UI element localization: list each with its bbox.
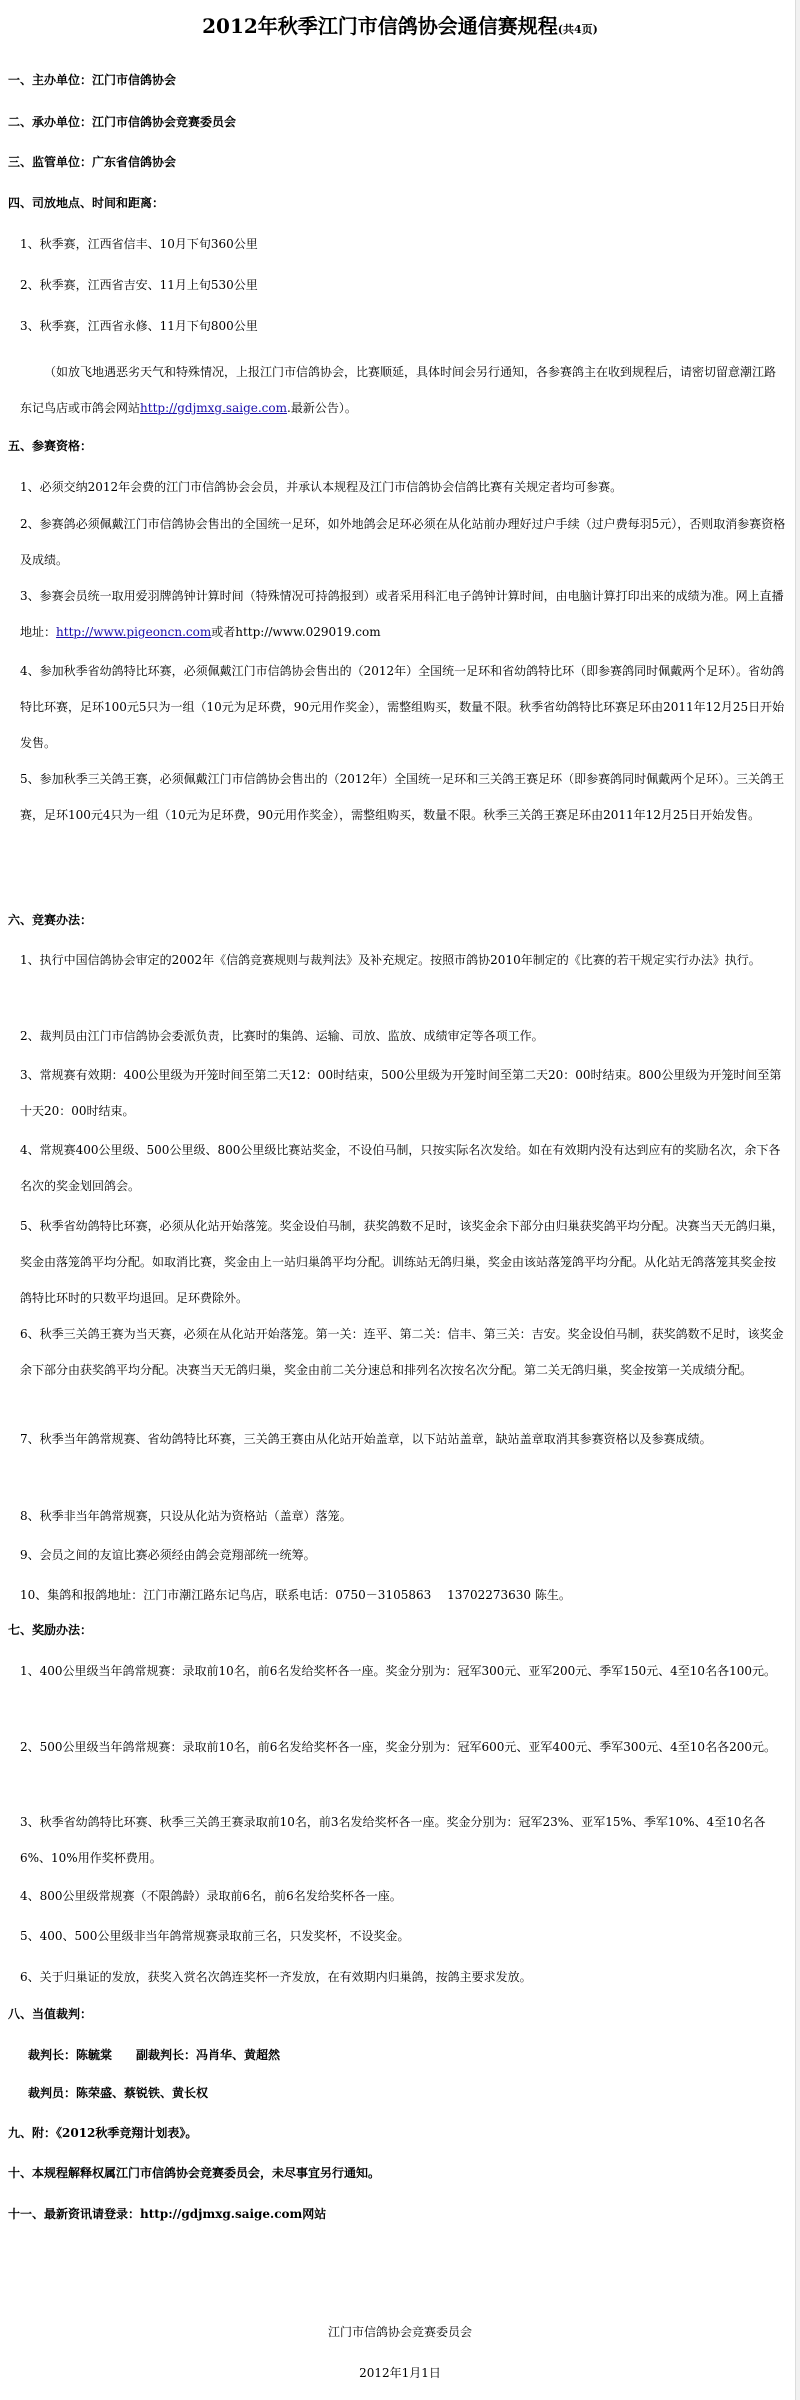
section-referees-heading: 八、当值裁判： [8,2007,93,2021]
rules-item: 7、秋季当年鸽常规赛、省幼鸽特比环赛，三关鸽王赛由从化站开始盖章，以下站站盖章，缺站盖章取消其参赛资格以及参赛成绩。 [20,1432,712,1446]
release-note-tail: .最新公告）。 [287,401,357,415]
awards-item: 3、秋季省幼鸽特比环赛、秋季三关鸽王赛录取前10名，前3名发给奖杯各一座。奖金分别为：冠军23%、亚军15%、季军10%、4至10名各6%、10%用作奖杯费用。 [20,1815,766,1865]
awards-item: 2、500公里级当年鸽常规赛：录取前10名，前6名发给奖杯各一座，奖金分别为：冠军600元、亚军400元、季军300元、4至10名各200元。 [20,1740,776,1754]
rules-item: 5、秋季省幼鸽特比环赛，必须从化站开始落笼。奖金设伯马制，获奖鸽数不足时，该奖金余下部分由归巢获奖鸽平均分配。决赛当天无鸽归巢，奖金由落笼鸽平均分配。如取消比赛，奖金由上一站归巢鸽平均分配。训练站无鸽归巢，奖金由该站落笼鸽平均分配。从化站无鸽落笼其奖金按鸽特比环时的只数平均退回。足环费除外。 [20,1219,784,1305]
eligibility-item: 4、参加秋季省幼鸽特比环赛，必须佩戴江门市信鸽协会售出的（2012年）全国统一足环和省幼鸽特比环（即参赛鸽同时佩戴两个足环）。省幼鸽特比环赛，足环100元5只为一组（10元为足环费，90元用作奖金），需整组购买，数量不限。秋季省幼鸽特比环赛足环由2011年12月25日开始发售。 [20,664,785,750]
eligibility-item-tail: 或者http://www.029019.com [211,625,381,639]
referees: 裁判员：陈荣盛、蔡锐铁、黄长权 [28,2086,209,2100]
title-main: 2012年秋季江门市信鸽协会通信赛规程 [202,14,558,38]
release-item: 3、秋季赛，江西省永修、11月下旬800公里 [20,319,258,333]
section-organizer: 一、主办单位：江门市信鸽协会 [8,73,177,87]
section-awards-heading: 七、奖励办法： [8,1623,93,1637]
section-appendix: 九、附：《2012秋季竞翔计划表》。 [8,2126,198,2140]
rules-item: 4、常规赛400公里级、500公里级、800公里级比赛站奖金，不设伯马制，只按实际名次发给。如在有效期内没有达到应有的奖励名次，余下各名次的奖金划回鸽会。 [20,1143,781,1193]
awards-item: 6、关于归巢证的发放，获奖入赏名次鸽连奖杯一齐发放，在有效期内归巢鸽，按鸽主要求发放。 [20,1970,532,1984]
section-supervisor: 三、监管单位：广东省信鸽协会 [8,155,177,169]
eligibility-item [20,578,787,650]
awards-item: 4、800公里级常规赛（不限鸽龄）录取前6名，前6名发给奖杯各一座。 [20,1889,402,1903]
section-latest-info: 十一、最新资讯请登录：http://gdjmxg.saige.com网站 [8,2207,327,2221]
section-eligibility-heading: 五、参赛资格： [8,439,93,453]
release-item: 1、秋季赛，江西省信丰、10月下旬360公里 [20,237,258,251]
live-broadcast-link[interactable]: http://www.pigeoncn.com [56,625,212,639]
signature-org: 江门市信鸽协会竞赛委员会 [327,2325,472,2339]
page-title [0,12,800,44]
awards-item: 1、400公里级当年鸽常规赛：录取前10名，前6名发给奖杯各一座。奖金分别为：冠军300元、亚军200元、季军150元、4至10名各100元。 [20,1664,776,1678]
association-website-link[interactable]: http://gdjmxg.saige.com [140,401,287,415]
section-rules-heading: 六、竞赛办法： [8,913,93,927]
rules-item: 9、会员之间的友谊比赛必须经由鸽会竞翔部统一统筹。 [20,1548,316,1562]
section-interpretation: 十、本规程解释权属江门市信鸽协会竞赛委员会，未尽事宜另行通知。 [8,2166,381,2180]
rules-item: 6、秋季三关鸽王赛为当天赛，必须在从化站开始落笼。第一关：连平、第二关：信丰、第三关：吉安。奖金设伯马制，获奖鸽数不足时，该奖金余下部分由获奖鸽平均分配。决赛当天无鸽归巢，奖金由前二关分速总和排列名次按名次分配。第二关无鸽归巢，奖金按第一关成绩分配。 [20,1327,784,1377]
signature-date: 2012年1月1日 [359,2366,441,2380]
rules-item: 10、集鸽和报鸽地址：江门市潮江路东记鸟店，联系电话：0750－3105863 13702273630 陈生。 [20,1588,571,1602]
rules-item: 3、常规赛有效期：400公里级为开笼时间至第二天12：00时结束，500公里级为开笼时间至第二天20：00时结束。800公里级为开笼时间至第十天20：00时结束。 [20,1068,782,1118]
eligibility-item: 2、参赛鸽必须佩戴江门市信鸽协会售出的全国统一足环，如外地鸽会足环必须在从化站前办理好过户手续（过户费每羽5元），否则取消参赛资格及成绩。 [20,517,786,567]
section-host: 二、承办单位：江门市信鸽协会竞赛委员会 [8,115,237,129]
eligibility-item: 5、参加秋季三关鸽王赛，必须佩戴江门市信鸽协会售出的（2012年）全国统一足环和三关鸽王赛足环（即参赛鸽同时佩戴两个足环）。三关鸽王赛，足环100元4只为一组（10元为足环费，90元用作奖金），需整组购买，数量不限。秋季三关鸽王赛足环由2011年12月25日开始发售。 [20,772,785,822]
vertical-scrollbar[interactable] [795,0,800,2400]
eligibility-item-text: 3、参赛会员统一取用爱羽牌鸽钟计算时间（特殊情况可持鸽报到）或者采用科汇电子鸽钟计算时间，由电脑计算打印出来的成绩为准。网上直播地址： [20,589,784,639]
title-page-count: (共4页) [557,23,598,36]
rules-item: 1、执行中国信鸽协会审定的2002年《信鸽竞赛规则与裁判法》及补充规定。按照市鸽协2010年制定的《比赛的若干规定实行办法》执行。 [20,953,761,967]
chief-referees: 裁判长：陈毓棠 副裁判长：冯肖华、黄超然 [28,2048,281,2062]
release-item: 2、秋季赛，江西省吉安、11月上旬530公里 [20,278,258,292]
rules-item: 8、秋季非当年鸽常规赛，只设从化站为资格站（盖章）落笼。 [20,1509,352,1523]
rules-item: 2、裁判员由江门市信鸽协会委派负责，比赛时的集鸽、运输、司放、监放、成绩审定等各项工作。 [20,1029,544,1043]
section-release-heading: 四、司放地点、时间和距离： [8,196,165,210]
awards-item: 5、400、500公里级非当年鸽常规赛录取前三名，只发奖杯，不设奖金。 [20,1929,410,1943]
release-note [20,354,787,426]
release-note-text: （如放飞地遇恶劣天气和特殊情况，上报江门市信鸽协会，比赛顺延，具体时间会另行通知，各参赛鸽主在收到规程后，请密切留意潮江路东记鸟店或市鸽会网站 [20,365,777,415]
eligibility-item: 1、必须交纳2012年会费的江门市信鸽协会会员，并承认本规程及江门市信鸽协会信鸽比赛有关规定者均可参赛。 [20,480,623,494]
